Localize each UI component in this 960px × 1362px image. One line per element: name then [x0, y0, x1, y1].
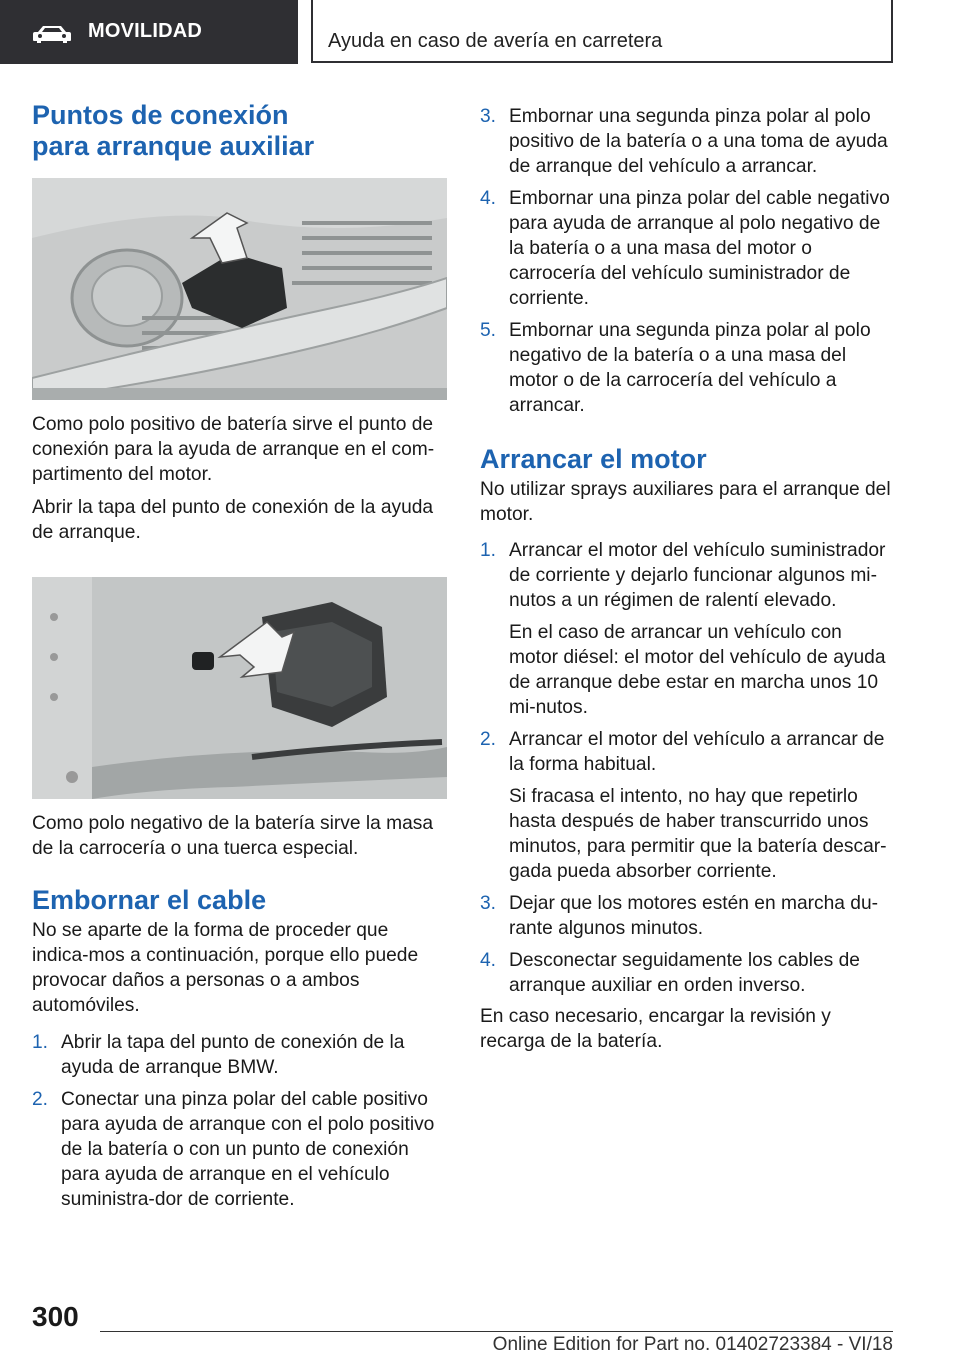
chapter-title-box: [311, 0, 893, 63]
list-item: [480, 186, 896, 311]
step-number: 1.: [32, 1032, 49, 1053]
step-text: Arrancar el motor del vehículo a arrancar de la forma habitual.: [509, 729, 885, 775]
chapter-title: Ayuda en caso de avería en carretera: [328, 30, 663, 52]
heading-start-engine: Arrancar el motor: [480, 444, 707, 474]
step-number: 4.: [480, 950, 497, 971]
connect-cable-steps: [32, 1030, 448, 1212]
heading-connection-points: Puntos de conexión para arranque auxiliar: [32, 100, 315, 161]
connect-cable-intro: No se aparte de la forma de proceder que indica‐mos a continuación, porque ello puede provocar daños a personas o a ambos automóviles.: [32, 920, 419, 1016]
step-text: Conectar una pinza polar del cable positivo para ayuda de arranque con el polo positivo de la batería o con un punto de conexión para ayuda de arranque en el vehículo suministra‐dor de corriente.: [61, 1089, 435, 1210]
step-number: 3.: [480, 106, 497, 127]
list-item: [480, 948, 896, 998]
page-header: [0, 0, 960, 66]
list-item: [32, 1087, 448, 1212]
step-text: Dejar que los motores estén en marcha du‐rante algunos minutos.: [509, 893, 879, 939]
online-edition-note: Online Edition for Part no. 01402723384 - VI/18: [492, 1334, 893, 1355]
footer-divider: [100, 1331, 893, 1332]
step-number: 3.: [480, 893, 497, 914]
list-item: [480, 891, 896, 941]
figure1-caption: Como polo positivo de batería sirve el punto de conexión para la ayuda de arranque en el com‐partimento del motor.: [32, 414, 435, 485]
step-number: 1.: [480, 540, 497, 561]
start-engine-intro: No utilizar sprays auxiliares para el arranque del motor.: [480, 479, 891, 525]
step-number: 4.: [480, 188, 497, 209]
list-item: [32, 1030, 448, 1080]
engine-bay-negative-terminal-figure: [32, 577, 447, 799]
step-text: Embornar una pinza polar del cable negativo para ayuda de arranque al polo negativo de la batería o a una masa del motor o carrocería del vehículo suministrador de corriente.: [509, 188, 890, 309]
page-number: 300: [32, 1301, 79, 1332]
connect-cable-steps-continued: [480, 104, 896, 418]
step-number: 2.: [480, 729, 497, 750]
heading-connect-cable: Embornar el cable: [32, 885, 267, 915]
left-column: [32, 100, 448, 1212]
car-icon: [32, 24, 72, 44]
step-text: Embornar una segunda pinza polar al polo positivo de la batería o a una toma de ayuda de arranque del vehículo a arrancar.: [509, 106, 888, 177]
step-text: Desconectar seguidamente los cables de arranque auxiliar en orden inverso.: [509, 950, 860, 996]
step-text: Abrir la tapa del punto de conexión de la ayuda de arranque BMW.: [61, 1032, 405, 1078]
step-number: 5.: [480, 320, 497, 341]
right-column: [480, 104, 896, 1054]
step-note: En el caso de arrancar un vehículo con motor diésel: el motor del vehículo de ayuda de arranque debe estar en marcha unos 10 mi‐nutos.: [509, 622, 886, 718]
figure2-caption: Como polo negativo de la batería sirve la masa de la carrocería o una tuerca especial.: [32, 813, 434, 859]
list-item: [480, 727, 896, 884]
step-number: 2.: [32, 1089, 49, 1110]
list-item: [480, 538, 896, 720]
open-cover-instruction: Abrir la tapa del punto de conexión de la ayuda de arranque.: [32, 497, 434, 543]
list-item: [480, 318, 896, 418]
closing-note: En caso necesario, encargar la revisión y recarga de la batería.: [480, 1006, 831, 1052]
engine-bay-positive-terminal-figure: [32, 178, 447, 400]
step-text: Arrancar el motor del vehículo suministrador de corriente y dejarlo funcionar algunos mi‐nutos a un régimen de ralentí elevado.: [509, 540, 886, 611]
step-note: Si fracasa el intento, no hay que repetirlo hasta después de haber transcurrido unos minutos, para permitir que la batería descar‐gada pueda absorber corriente.: [509, 786, 887, 882]
list-item: [480, 104, 896, 179]
start-engine-steps: [480, 538, 896, 998]
step-text: Embornar una segunda pinza polar al polo negativo de la batería o a una masa del motor o de la carrocería del vehículo a arrancar.: [509, 320, 871, 416]
section-tab[interactable]: [0, 0, 298, 64]
section-label: MOVILIDAD: [88, 20, 203, 42]
